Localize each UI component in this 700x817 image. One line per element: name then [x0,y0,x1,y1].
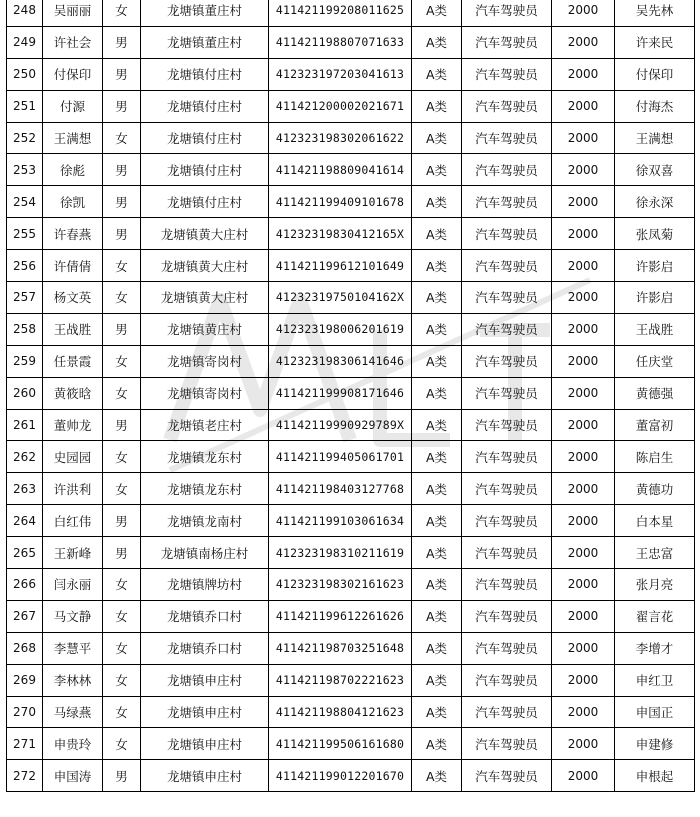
address-cell: 龙塘镇申庄村 [141,696,269,728]
gender-cell: 男 [103,58,141,90]
contact-name-cell: 许影启 [615,250,695,282]
contact-name-cell: 陈启生 [615,441,695,473]
contact-name-cell: 徐双喜 [615,154,695,186]
gender-cell: 男 [103,505,141,537]
table-row [7,377,695,409]
contact-name-cell: 付海杰 [615,90,695,122]
gender-cell: 女 [103,728,141,760]
occupation-cell: 汽车驾驶员 [462,345,552,377]
amount-cell: 2000 [552,282,615,314]
amount-cell: 2000 [552,250,615,282]
person-name-cell: 王满想 [43,122,103,154]
id-number-cell: 411421199208011625 [269,0,412,26]
contact-name-cell: 白本星 [615,505,695,537]
row-number-cell: 255 [7,218,43,250]
address-cell: 龙塘镇付庄村 [141,90,269,122]
address-cell: 龙塘镇南杨庄村 [141,537,269,569]
row-number-cell: 248 [7,0,43,26]
id-number-cell: 41232319830412165X [269,218,412,250]
row-number-cell: 261 [7,409,43,441]
category-cell: A类 [412,664,462,696]
gender-cell: 女 [103,569,141,601]
person-name-cell: 闫永丽 [43,569,103,601]
amount-cell: 2000 [552,696,615,728]
id-number-cell: 412323198310211619 [269,537,412,569]
gender-cell: 男 [103,90,141,122]
occupation-cell: 汽车驾驶员 [462,250,552,282]
category-cell: A类 [412,313,462,345]
gender-cell: 女 [103,664,141,696]
person-name-cell: 申国涛 [43,760,103,792]
occupation-cell: 汽车驾驶员 [462,26,552,58]
row-number-cell: 272 [7,760,43,792]
occupation-cell: 汽车驾驶员 [462,632,552,664]
contact-name-cell: 黄德功 [615,473,695,505]
category-cell: A类 [412,218,462,250]
row-number-cell: 251 [7,90,43,122]
occupation-cell: 汽车驾驶员 [462,90,552,122]
id-number-cell: 411421199612261626 [269,600,412,632]
row-number-cell: 268 [7,632,43,664]
id-number-cell: 411421199012201670 [269,760,412,792]
table-row [7,218,695,250]
gender-cell: 女 [103,441,141,473]
row-number-cell: 250 [7,58,43,90]
table-row [7,0,695,26]
table-row [7,696,695,728]
category-cell: A类 [412,26,462,58]
address-cell: 龙塘镇黄大庄村 [141,218,269,250]
contact-name-cell: 许来民 [615,26,695,58]
category-cell: A类 [412,537,462,569]
occupation-cell: 汽车驾驶员 [462,122,552,154]
category-cell: A类 [412,441,462,473]
amount-cell: 2000 [552,409,615,441]
row-number-cell: 263 [7,473,43,505]
gender-cell: 女 [103,377,141,409]
table-row [7,282,695,314]
category-cell: A类 [412,569,462,601]
person-name-cell: 杨文英 [43,282,103,314]
category-cell: A类 [412,58,462,90]
occupation-cell: 汽车驾驶员 [462,409,552,441]
id-number-cell: 411421199405061701 [269,441,412,473]
person-name-cell: 史园园 [43,441,103,473]
id-number-cell: 411421198804121623 [269,696,412,728]
category-cell: A类 [412,122,462,154]
gender-cell: 男 [103,218,141,250]
table-row [7,90,695,122]
amount-cell: 2000 [552,186,615,218]
table-row [7,345,695,377]
address-cell: 龙塘镇龙南村 [141,505,269,537]
gender-cell: 女 [103,122,141,154]
address-cell: 龙塘镇申庄村 [141,664,269,696]
category-cell: A类 [412,728,462,760]
row-number-cell: 266 [7,569,43,601]
row-number-cell: 271 [7,728,43,760]
gender-cell: 女 [103,0,141,26]
id-number-cell: 412323197203041613 [269,58,412,90]
person-name-cell: 付源 [43,90,103,122]
amount-cell: 2000 [552,600,615,632]
table-row [7,58,695,90]
contact-name-cell: 申国正 [615,696,695,728]
id-number-cell: 411421199612101649 [269,250,412,282]
id-number-cell: 411421198703251648 [269,632,412,664]
gender-cell: 女 [103,696,141,728]
address-cell: 龙塘镇寄岗村 [141,377,269,409]
person-name-cell: 李慧平 [43,632,103,664]
occupation-cell: 汽车驾驶员 [462,664,552,696]
person-name-cell: 王新峰 [43,537,103,569]
row-number-cell: 267 [7,600,43,632]
occupation-cell: 汽车驾驶员 [462,505,552,537]
row-number-cell: 257 [7,282,43,314]
table-row [7,600,695,632]
id-number-cell: 411421198809041614 [269,154,412,186]
gender-cell: 男 [103,409,141,441]
person-name-cell: 白红伟 [43,505,103,537]
address-cell: 龙塘镇付庄村 [141,122,269,154]
address-cell: 龙塘镇乔口村 [141,600,269,632]
roster-table [6,0,695,792]
person-name-cell: 许洪利 [43,473,103,505]
category-cell: A类 [412,154,462,186]
occupation-cell: 汽车驾驶员 [462,696,552,728]
amount-cell: 2000 [552,441,615,473]
gender-cell: 女 [103,282,141,314]
category-cell: A类 [412,186,462,218]
row-number-cell: 269 [7,664,43,696]
table-row [7,728,695,760]
address-cell: 龙塘镇付庄村 [141,186,269,218]
contact-name-cell: 申红卫 [615,664,695,696]
contact-name-cell: 吴先林 [615,0,695,26]
contact-name-cell: 王满想 [615,122,695,154]
amount-cell: 2000 [552,569,615,601]
category-cell: A类 [412,345,462,377]
category-cell: A类 [412,632,462,664]
table-body [7,0,695,792]
person-name-cell: 吴丽丽 [43,0,103,26]
id-number-cell: 412323198302161623 [269,569,412,601]
contact-name-cell: 董富初 [615,409,695,441]
address-cell: 龙塘镇付庄村 [141,58,269,90]
amount-cell: 2000 [552,218,615,250]
occupation-cell: 汽车驾驶员 [462,537,552,569]
person-name-cell: 申贵玲 [43,728,103,760]
amount-cell: 2000 [552,473,615,505]
address-cell: 龙塘镇董庄村 [141,26,269,58]
occupation-cell: 汽车驾驶员 [462,760,552,792]
occupation-cell: 汽车驾驶员 [462,569,552,601]
address-cell: 龙塘镇申庄村 [141,760,269,792]
category-cell: A类 [412,250,462,282]
contact-name-cell: 申根起 [615,760,695,792]
amount-cell: 2000 [552,345,615,377]
person-name-cell: 徐彪 [43,154,103,186]
table-row [7,760,695,792]
gender-cell: 男 [103,26,141,58]
occupation-cell: 汽车驾驶员 [462,441,552,473]
occupation-cell: 汽车驾驶员 [462,728,552,760]
occupation-cell: 汽车驾驶员 [462,186,552,218]
row-number-cell: 264 [7,505,43,537]
gender-cell: 男 [103,186,141,218]
table-row [7,154,695,186]
row-number-cell: 262 [7,441,43,473]
contact-name-cell: 黄德强 [615,377,695,409]
id-number-cell: 411421199103061634 [269,505,412,537]
contact-name-cell: 任庆堂 [615,345,695,377]
id-number-cell: 411421199908171646 [269,377,412,409]
row-number-cell: 259 [7,345,43,377]
person-name-cell: 黄筱晗 [43,377,103,409]
category-cell: A类 [412,760,462,792]
row-number-cell: 260 [7,377,43,409]
contact-name-cell: 翟言花 [615,600,695,632]
person-name-cell: 徐凯 [43,186,103,218]
table-row [7,122,695,154]
contact-name-cell: 张月亮 [615,569,695,601]
row-number-cell: 249 [7,26,43,58]
contact-name-cell: 付保印 [615,58,695,90]
address-cell: 龙塘镇黄庄村 [141,313,269,345]
occupation-cell: 汽车驾驶员 [462,473,552,505]
table-row [7,313,695,345]
person-name-cell: 董帅龙 [43,409,103,441]
row-number-cell: 256 [7,250,43,282]
address-cell: 龙塘镇牌坊村 [141,569,269,601]
person-name-cell: 许春燕 [43,218,103,250]
category-cell: A类 [412,505,462,537]
gender-cell: 男 [103,313,141,345]
contact-name-cell: 李增才 [615,632,695,664]
category-cell: A类 [412,282,462,314]
occupation-cell: 汽车驾驶员 [462,218,552,250]
gender-cell: 女 [103,632,141,664]
person-name-cell: 马绿燕 [43,696,103,728]
address-cell: 龙塘镇黄大庄村 [141,282,269,314]
category-cell: A类 [412,696,462,728]
id-number-cell: 411421198807071633 [269,26,412,58]
id-number-cell: 411421198702221623 [269,664,412,696]
id-number-cell: 412323198006201619 [269,313,412,345]
table-row [7,537,695,569]
person-name-cell: 付保印 [43,58,103,90]
table-row [7,250,695,282]
gender-cell: 男 [103,537,141,569]
category-cell: A类 [412,377,462,409]
amount-cell: 2000 [552,58,615,90]
occupation-cell: 汽车驾驶员 [462,600,552,632]
address-cell: 龙塘镇申庄村 [141,728,269,760]
address-cell: 龙塘镇董庄村 [141,0,269,26]
table-row [7,473,695,505]
table-row [7,26,695,58]
gender-cell: 男 [103,760,141,792]
contact-name-cell: 王忠富 [615,537,695,569]
person-name-cell: 许倩倩 [43,250,103,282]
amount-cell: 2000 [552,26,615,58]
amount-cell: 2000 [552,154,615,186]
category-cell: A类 [412,409,462,441]
row-number-cell: 252 [7,122,43,154]
table-row [7,186,695,218]
row-number-cell: 258 [7,313,43,345]
person-name-cell: 任景霞 [43,345,103,377]
amount-cell: 2000 [552,664,615,696]
table-row [7,409,695,441]
row-number-cell: 265 [7,537,43,569]
address-cell: 龙塘镇黄大庄村 [141,250,269,282]
person-name-cell: 马文静 [43,600,103,632]
occupation-cell: 汽车驾驶员 [462,313,552,345]
id-number-cell: 411421198403127768 [269,473,412,505]
person-name-cell: 李林林 [43,664,103,696]
occupation-cell: 汽车驾驶员 [462,154,552,186]
address-cell: 龙塘镇乔口村 [141,632,269,664]
gender-cell: 男 [103,154,141,186]
address-cell: 龙塘镇寄岗村 [141,345,269,377]
table-row [7,505,695,537]
gender-cell: 女 [103,345,141,377]
row-number-cell: 253 [7,154,43,186]
amount-cell: 2000 [552,505,615,537]
id-number-cell: 412323198302061622 [269,122,412,154]
gender-cell: 女 [103,600,141,632]
person-name-cell: 许社会 [43,26,103,58]
table-row [7,664,695,696]
id-number-cell: 412323198306141646 [269,345,412,377]
contact-name-cell: 申建修 [615,728,695,760]
amount-cell: 2000 [552,537,615,569]
table-row [7,569,695,601]
id-number-cell: 41142119990929789X [269,409,412,441]
address-cell: 龙塘镇龙东村 [141,441,269,473]
occupation-cell: 汽车驾驶员 [462,377,552,409]
contact-name-cell: 张凤菊 [615,218,695,250]
occupation-cell: 汽车驾驶员 [462,0,552,26]
id-number-cell: 411421200002021671 [269,90,412,122]
amount-cell: 2000 [552,377,615,409]
row-number-cell: 254 [7,186,43,218]
amount-cell: 2000 [552,728,615,760]
contact-name-cell: 许影启 [615,282,695,314]
id-number-cell: 411421199409101678 [269,186,412,218]
table-row [7,632,695,664]
amount-cell: 2000 [552,313,615,345]
amount-cell: 2000 [552,122,615,154]
contact-name-cell: 徐永深 [615,186,695,218]
id-number-cell: 411421199506161680 [269,728,412,760]
category-cell: A类 [412,90,462,122]
address-cell: 龙塘镇龙东村 [141,473,269,505]
row-number-cell: 270 [7,696,43,728]
address-cell: 龙塘镇老庄村 [141,409,269,441]
amount-cell: 2000 [552,90,615,122]
id-number-cell: 41232319750104162X [269,282,412,314]
contact-name-cell: 王战胜 [615,313,695,345]
amount-cell: 2000 [552,760,615,792]
occupation-cell: 汽车驾驶员 [462,58,552,90]
occupation-cell: 汽车驾驶员 [462,282,552,314]
amount-cell: 2000 [552,632,615,664]
table-row [7,441,695,473]
address-cell: 龙塘镇付庄村 [141,154,269,186]
gender-cell: 女 [103,473,141,505]
amount-cell: 2000 [552,0,615,26]
category-cell: A类 [412,600,462,632]
category-cell: A类 [412,0,462,26]
category-cell: A类 [412,473,462,505]
gender-cell: 女 [103,250,141,282]
person-name-cell: 王战胜 [43,313,103,345]
